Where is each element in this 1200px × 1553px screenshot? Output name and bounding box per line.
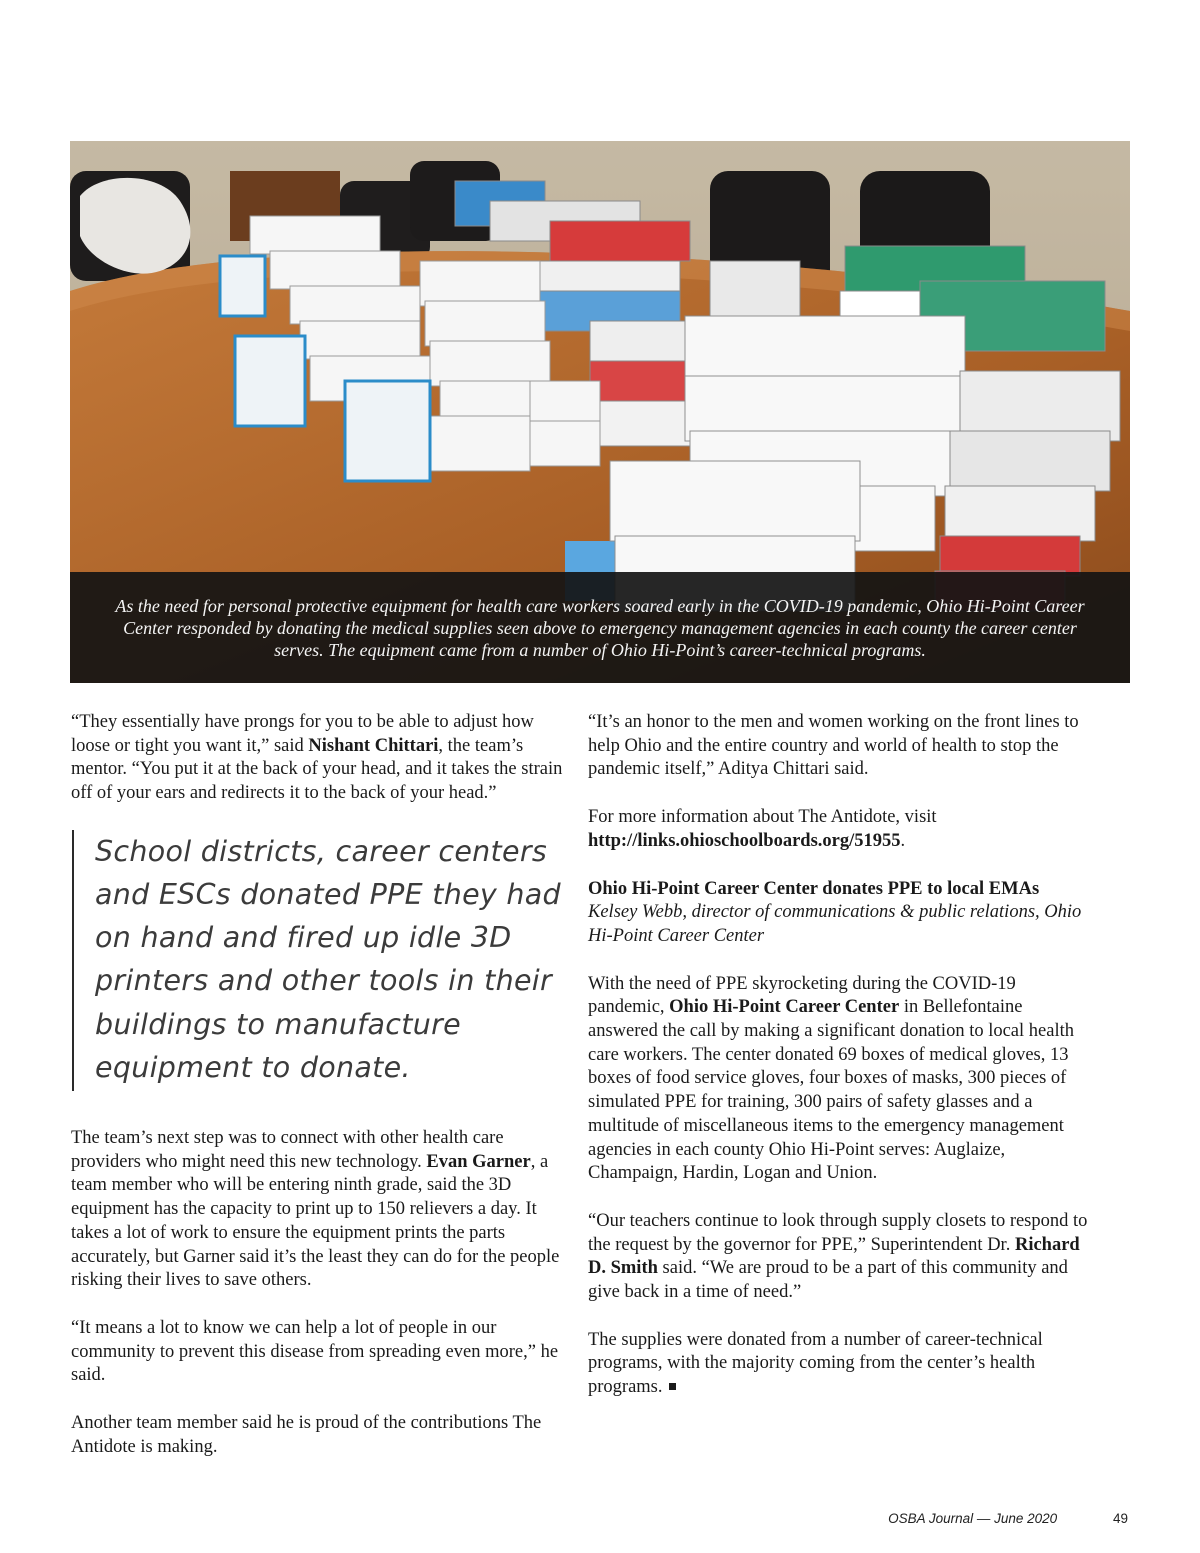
paragraph: “It’s an honor to the men and women working on the front lines to help Ohio and the entire country and world of health to stop the pandemic itself,” Aditya Chittari said. [588,712,1079,780]
person-name: Evan Garner [426,1151,531,1172]
antidote-link[interactable]: http://links.ohioschoolboards.org/51955 [588,830,901,851]
organization-name: Ohio Hi-Point Career Center [669,997,900,1018]
paragraph: The supplies were donated from a number of career-technical programs, with the majority coming from the center’s health programs. [588,1329,1043,1398]
paragraph: Another team member said he is proud of the contributions The Antidote is making. [71,1413,542,1457]
end-mark-icon [669,1383,676,1390]
paragraph: The team’s next step was to connect with other health care providers who might need this new technology. Evan Garner, a team member who will be entering ninth grade, said the 3D equipment has the capacity to print up to 150 relievers a day. It takes a lot of work to ensure the equipment prints the parts accurately, but Garner said it’s the least they can do for the people risking their lives to save others. [71,1128,560,1291]
page-footer [888,1511,1128,1526]
page-number: 49 [1112,1511,1128,1526]
left-column [71,711,566,1483]
article-byline: Kelsey Webb, director of communications & public relations, Ohio Hi-Point Career Center [588,902,1082,946]
article-headline: Ohio Hi-Point Career Center donates PPE to local EMAs [588,878,1040,899]
ppe-donation-photo [70,141,1130,683]
pull-quote: School districts, career centers and ESCs donated PPE they had on hand and fired up idle 3D printers and other tools in their buildings to manufacture equipment to donate. [72,830,566,1091]
person-name: Nishant Chittari [308,735,439,756]
journal-issue: OSBA Journal — June 2020 [888,1511,1058,1526]
photo-caption: As the need for personal protective equipment for health care workers soared early in the COVID-19 pandemic, Ohio Hi-Point Career Center responded by donating the medical supplies seen above to emergency management agencies in each county the career center serves. The equipment came from a number of Ohio Hi-Point’s career-technical programs. [70,572,1130,683]
paragraph: “It means a lot to know we can help a lot of people in our community to prevent this disease from spreading even more,” he said. [71,1317,559,1386]
article-header [588,878,1088,949]
paragraph: For more information about The Antidote, visit http://links.ohioschoolboards.org/51955. [588,807,937,851]
paragraph: “Our teachers continue to look through supply closets to respond to the request by the governor for PPE,” Superintendent Dr. Richard D. Smith said. “We are proud to be a part of this community and give back in a time of need.” [588,1210,1088,1303]
right-column [588,711,1088,1424]
person-name: Richard D. Smith [588,1234,1080,1279]
paragraph: With the need of PPE skyrocketing during the COVID-19 pandemic, Ohio Hi-Point Career Center in Bellefontaine answered the call by making a significant donation to local health care workers. The center donated 69 boxes of medical gloves, 13 boxes of food service gloves, four boxes of masks, 300 pieces of simulated PPE for training, 300 pairs of safety glasses and a multitude of miscellaneous items to the emergency management agencies in each county Ohio Hi-Point serves: Auglaize, Champaign, Hardin, Logan and Union. [588,973,1074,1184]
paragraph: “They essentially have prongs for you to be able to adjust how loose or tight you want it,” said Nishant Chittari, the team’s mentor. “You put it at the back of your head, and it takes the strain off of your ears and redirects it to the back of your head.” [71,712,563,804]
